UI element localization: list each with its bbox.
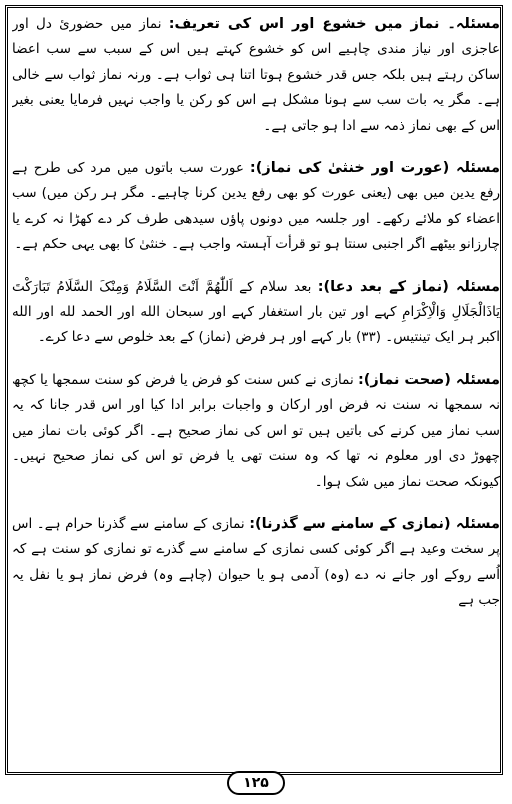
paragraph-heading: مسئلہ (نمازی کے سامنے سے گذرنا): [249,515,500,532]
document-body [12,12,500,764]
paragraph-heading: مسئلہ۔ نماز میں خشوع اور اس کی تعریف: [168,16,500,32]
paragraph-khushu [12,12,500,139]
paragraph-text: بعد سلام کے اَللّٰھُمَّ اَنْتَ السَّلَامُ وَمِنْکَ السَّلَامُ تَبَارَکْتَ یَاذَالْجَلَالِ وَالْاِکْرَامِ کہے اور تین بار استغفار کہے اور سبحان الله اور الحمد لله اور الله اکبر ہر ایک تینتیس۔ (۳۳) بار کہے اور ہر فرض (نماز) کے بعد خلوص سے دعا کرے۔ [12,278,500,346]
paragraph-passing-in-front [12,512,500,614]
paragraph-validity [12,368,500,495]
paragraph-heading: مسئلہ (نماز کے بعد دعا): [317,278,500,295]
paragraph-heading: مسئلہ (صحت نماز): [358,371,500,388]
page-number: ۱۲۵ [227,771,285,795]
paragraph-women-prayer [12,156,500,258]
paragraph-text: نمازی کے سامنے سے گذرنا حرام ہے۔ اس پر سخت وعید ہے اگر کوئی کسی نمازی کے سامنے سے گذرے تو نمازی کو سنت ہے کہ اُسے روکے اور جانے نہ دے (وہ) آدمی ہو یا حیوان (چاہے وہ) فرض نماز ہو یا نفل یہ جب ہے [12,515,500,609]
paragraph-text: عورت سب باتوں میں مرد کی طرح ہے رفع یدین میں بھی (یعنی عورت کو بھی رفع یدین کرنا چاہیے۔ مگر ہر رکن میں) سب اعضاء کو ملائے رکھے۔ اور جلسہ میں دونوں پاؤں سیدھی طرف کر دے کھڑا نہ کرے یا چارزانو بیٹھے اگر اجنبی سنتا ہو تو قرأت آہستہ واجب ہے۔ خنثیٰ کا بھی یہی حکم ہے۔ [12,160,500,253]
paragraph-dua-after-prayer [12,275,500,351]
paragraph-text: نماز میں حضوریٔ دل اور عاجزی اور نیاز مندی چاہیے اس کو خشوع کہتے ہیں اس کے سبب سے سب اعضا ساکن رہتے ہیں بلکہ جس قدر خشوع ہوتا اتنا ہی ثواب ہے۔ ورنہ نماز ثواب سے خالی ہے۔ مگر یہ بات سب سے ہونا مشکل ہے اس کو رکن یا واجب نہیں فرمایا یعنی بغیر اس کے بھی نماز ذمہ سے ادا ہو جاتی ہے۔ [12,16,500,134]
page-footer [0,768,512,798]
paragraph-text: نمازی نے کس سنت کو فرض یا فرض کو سنت سمجھا یا کچھ نہ سمجھا نہ سنت نہ فرض اور ارکان و واجبات برابر ادا کیا اور اس قدر جانا کہ یہ سب نماز میں کرنے کی باتیں ہیں تو اس کی نماز صحیح ہے۔ اگر کوئی بات نماز میں چھوڑ دی اور معلوم نہ تھا کہ وہ سنت تھی یا فرض تو اس کی نماز صحیح نہیں۔ کیونکہ صحت نماز میں شک ہوا۔ [12,371,500,490]
paragraph-heading: مسئلہ (عورت اور خنثیٰ کی نماز): [249,160,500,177]
